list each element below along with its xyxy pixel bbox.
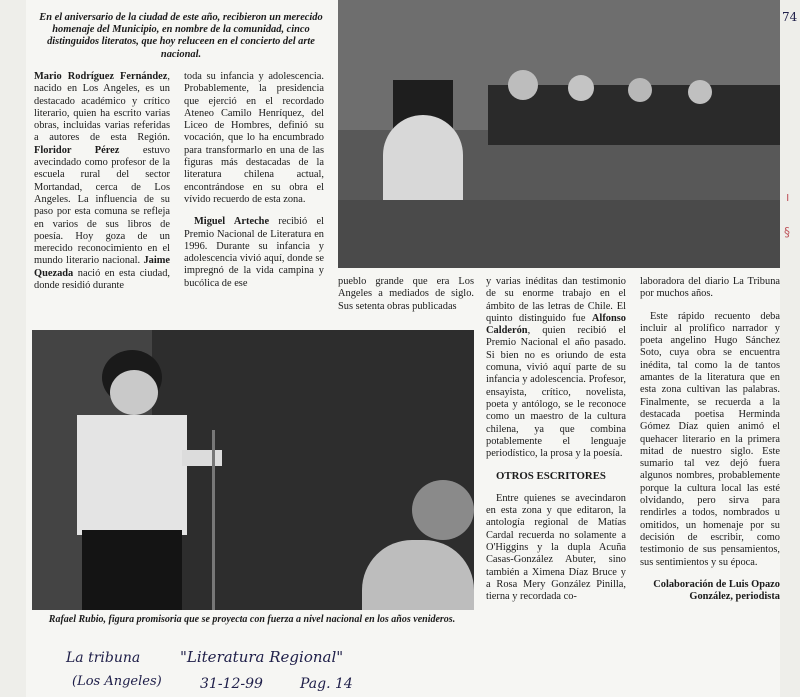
handwritten-source: La tribuna — [66, 650, 141, 666]
paragraph-2: toda su infancia y adolescencia. Probablemente, la presidencia que ejerció en el recordado Ateneo Camilo Henríquez, del Liceo de Hombres, definió su vocación, que lo ha encumbrado para transformarlo en una de las figuras más destacadas de la literatura chilena actual, encontrándose en su obra el vívido recuerdo de esta zona. — [184, 71, 324, 205]
subheading: OTROS ESCRITORES — [496, 470, 606, 483]
article-column-4 — [486, 276, 626, 613]
handwritten-topic: "Literatura Regional" — [180, 648, 344, 666]
article-column-1 — [34, 71, 170, 302]
paragraph-3: Miguel Arteche recibió el Premio Nacional de Literatura en 1996. Durante su infancia y adolescencia vivió aquí, donde se impregnó de la vida campina y bucólica de ese — [184, 216, 324, 289]
paragraph-1: Mario Rodríguez Fernández, nacido en Los Angeles, es un destacado académico y crítico literario, quien ha escrito varias obras, incluidas varias referidas a autores de esta Región. Floridor Pérez estuvo avecindado como profesor de la escuela rural del sector Mortandad, cerca de Los Angeles. La influencia de su paso por esta comuna se refleja en varios de sus libros de poesía. Hoy goza de un merecido reconocimiento en el mundo literario nacional. Jaime Quezada nació en esta ciudad, donde residió durante — [34, 71, 170, 292]
paragraph-8: Este rápido recuento deba incluir al prolífico narrador y poeta angelino Hugo Sánchez Soto, cuya obra se encuentra inédita, tal como la de tantos amantes de la literatura que en esta zona cultivan las palabras. Finalmente, se recuerda a la destacada poetisa Herminda Gómez Díaz quien animó el quehacer literario en la primera mitad de nuestro siglo. Este sumario tal vez dejó fuera algunos nombres, probablemente porque la cultura local las esté olvidando, pero sirva para rendirles a todos, nombrados u omitidos, un homenaje por su decisión de escribir, como testimonio de sus pensamientos, sus sentimientos y su época. — [640, 310, 780, 568]
paragraph-6: Entre quienes se avecindaron en esta zona y que editaron, la antología regional de Matías Cardal recuerda no solamente a O'Higgins y la dupla Acuña Casas-González Abuter, sino también a Ximena Díaz Bruce y a Rosa Mery González Pinilla, tierna y recordada co- — [486, 492, 626, 603]
article-column-5 — [640, 276, 780, 603]
handwritten-date: 31-12-99 — [200, 676, 263, 692]
paragraph-4: pueblo grande que era Los Angeles a mediados de siglo. Sus setenta obras publicadas — [338, 276, 474, 312]
ceremony-photo — [338, 0, 780, 268]
handwritten-page: Pag. 14 — [300, 676, 353, 692]
speaker-photo — [32, 330, 474, 610]
corner-number: 74 — [782, 10, 798, 24]
paragraph-5: y varias inéditas dan testimonio de su enorme trabajo en el ámbito de las letras de Chile. El quinto distinguido fue Alfonso Calderón, quien recibió el Premio Nacional el año pasado. Si bien no es oriundo de esta comuna, vivió aquí parte de su infancia y adolescencia. Profesor, ensayista, crítico, novelista, poeta y antólogo, se le reconoce como un maestro de la cultura chilena, ya que combina potablemente el lenguaje periodístico, la prosa y la poesía. — [486, 276, 626, 460]
margin-mark-2: § — [784, 225, 790, 239]
photo-caption: Rafael Rubio, figura promisoria que se proyecta con fuerza a nivel nacional en los años venideros. — [48, 614, 456, 625]
article-column-2 — [184, 71, 324, 300]
byline: Colaboración de Luis Opazo González, periodista — [653, 578, 780, 603]
intro-text: En el aniversario de la ciudad de este año, recibieron un merecido homenaje del Municipio, en nombre de la comunidad, cinco distinguidos literatos, que hoy reluceen en el concierto del arte nacional. — [39, 12, 323, 60]
handwritten-city: (Los Angeles) — [72, 674, 162, 689]
article-column-3 — [338, 276, 474, 323]
margin-mark: ı — [786, 190, 790, 204]
paragraph-7: laboradora del diario La Tribuna por muchos años. — [640, 276, 780, 300]
